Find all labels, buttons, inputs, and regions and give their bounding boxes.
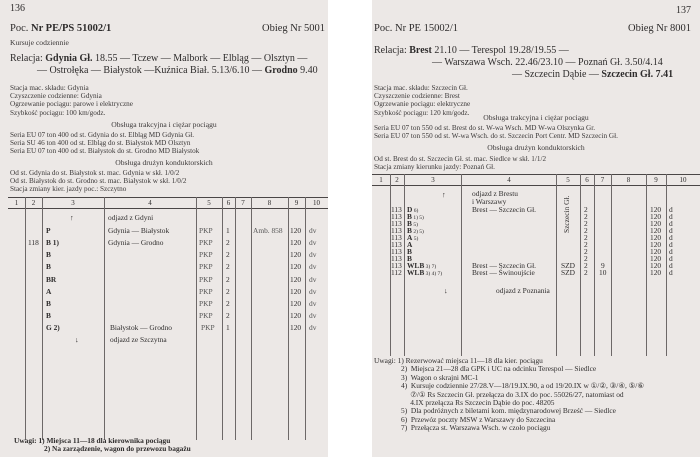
speed-cell: 120 — [650, 212, 662, 221]
note-ref: 3) 4) 7) — [424, 271, 443, 277]
train-number — [10, 23, 111, 34]
crew-title: Obsługa drużyn konduktorskich — [487, 143, 585, 152]
route-cell: Brest — Świnoujście — [472, 268, 535, 277]
column-divider — [556, 174, 557, 356]
car-class-cell: WLB — [407, 261, 425, 270]
brake-cell: d — [669, 219, 673, 228]
class-cell: 2 — [584, 233, 588, 242]
speed-cell: 120 — [290, 287, 302, 296]
circulation-number: Obieg Nr 8001 — [628, 23, 691, 34]
crew-line: Od st. Brest do st. Szczecin Gł. st. mac. Siedlce w skł. 1/1/2 — [374, 155, 547, 163]
crew-line: Stacja zmiany kierunku jazdy: Poznań Gł. — [374, 163, 495, 172]
traction-list — [10, 131, 199, 156]
remarks-cell: Amb. 858 — [253, 226, 283, 235]
sequence-cell: 113 — [391, 233, 402, 242]
class-cell: 1 — [226, 323, 230, 332]
class-cell: 2 — [584, 219, 588, 228]
col-header: 4 — [148, 199, 152, 207]
route-cell: odjazd ze Szczytna — [110, 335, 167, 344]
column-divider — [580, 174, 581, 356]
info-line: Szybkość pociągu: 120 km/godz. — [374, 108, 470, 117]
class-cell: 2 — [584, 247, 588, 256]
brake-cell: dv — [309, 250, 317, 259]
traction-title: Obsługa trakcyjna i ciężar pociągu — [111, 120, 217, 129]
owner-cell: PKP — [199, 275, 213, 284]
column-divider — [305, 197, 306, 440]
traction-line: Seria SU 46 ton 400 od st. Elbląg do st. Białystok MD Olsztyn — [10, 139, 191, 148]
speed-cell: 120 — [290, 226, 302, 235]
info-line: Stacja mac. składu: Gdynia — [10, 84, 89, 92]
route-cell: Brest — Szczecin Gł. — [472, 205, 537, 214]
car-class-cell: P — [46, 226, 51, 235]
train-number-value: Nr PE/PS 51002/1 — [31, 23, 112, 34]
class-cell: 2 — [226, 262, 230, 271]
train-info — [374, 84, 470, 117]
sequence-cell: 113 — [391, 254, 402, 263]
train-info — [10, 84, 133, 117]
brake-cell: d — [669, 240, 673, 249]
route-cell: i Warszawy — [472, 197, 507, 206]
col-header: 7 — [600, 176, 605, 184]
class-cell: 2 — [226, 311, 230, 320]
note-item: 6) Przewóz poczty MSW z Warszawy do Szczecina — [401, 414, 556, 424]
owner-cell: PKP — [199, 299, 213, 308]
class-cell: 2 — [226, 238, 230, 247]
column-divider — [222, 197, 223, 440]
relation-line-2: — Warszawa Wsch. 22.46/23.10 — Poznań Gł. 3.50/4.14 — [432, 57, 663, 68]
crew-list — [374, 155, 546, 171]
route-cell: Białystok — Grodno — [110, 323, 172, 332]
speed-cell: 120 — [290, 275, 302, 284]
col-header: 3 — [71, 199, 75, 207]
owner-vertical-label: Szczecin Gł. — [562, 195, 571, 233]
crew-list — [10, 169, 187, 194]
traction-list — [374, 124, 618, 140]
notes — [14, 437, 191, 454]
speed-cell: 120 — [650, 261, 662, 270]
owner-cell: PKP — [199, 287, 213, 296]
relation-label: Relacja: — [10, 53, 43, 64]
owner-cell: SZD — [561, 261, 575, 270]
brake-cell: dv — [309, 323, 317, 332]
car-class-cell: B — [46, 299, 51, 308]
route-cell: Gdynia — Grodno — [108, 238, 164, 247]
class-cell: 1 — [226, 226, 230, 235]
col-header: 4 — [507, 176, 511, 184]
speed-cell: 120 — [650, 268, 662, 277]
class-cell: 2 — [226, 299, 230, 308]
relation-route-3: — Szczecin Dąbie — — [512, 69, 602, 80]
column-divider — [461, 174, 462, 356]
car-class-cell: B — [46, 250, 51, 259]
notes-label: Uwagi: — [14, 436, 37, 445]
relation — [10, 53, 318, 77]
page-number: 136 — [10, 3, 25, 14]
relation-line-2 — [10, 65, 318, 77]
col-header: 2 — [31, 199, 36, 207]
speed-cell: 120 — [290, 250, 302, 259]
brake-cell: dv — [309, 262, 317, 271]
relation-route-2: — Ostrołęka — Białystok —Kuźnica Biał. 5.13/6.10 — — [37, 65, 265, 76]
info-line: Czyszczenie codzienne: Brest — [374, 92, 460, 101]
speed-cell: 120 — [650, 254, 662, 263]
col-header: 9 — [654, 176, 658, 184]
note-ref: 5) — [411, 222, 418, 228]
runs-schedule: Kursuje codziennie — [10, 38, 69, 47]
arrow-down-icon: ↓ — [75, 335, 79, 344]
brake-cell: d — [669, 247, 673, 256]
arrow-up-icon: ↑ — [70, 213, 74, 222]
note-item: 1) Miejsca 11—18 dla kierownika pociągu — [38, 436, 171, 445]
crew-line: Od st. Białystok do st. Grodno st. mac. Białystok w skł. 1/0/2 — [10, 177, 187, 186]
class-cell: 2 — [226, 250, 230, 259]
col-header: 10 — [313, 199, 320, 207]
table-header — [8, 197, 328, 209]
brake-cell: dv — [309, 287, 317, 296]
col-header: 1 — [14, 199, 19, 207]
class-cell: 2 — [226, 287, 230, 296]
brake-cell: dv — [309, 299, 317, 308]
relation-destination: Szczecin Gł. 7.41 — [601, 69, 674, 80]
note-ref: 2) 5) — [411, 229, 424, 235]
note-item: 4.IX przełącza Rs Szczecin Dąbie do poc. 48205 — [401, 398, 555, 408]
relation — [374, 45, 673, 81]
train-number — [374, 23, 458, 34]
class-cell: 2 — [584, 212, 588, 221]
column-divider — [235, 197, 236, 440]
speed-cell: 120 — [290, 262, 302, 271]
note-item: 5) Dla podróżnych z biletami kom. międzynarodowej Brześć — Siedlce — [401, 406, 616, 416]
sequence-cell: 113 — [391, 261, 402, 270]
sequence-cell: 113 — [391, 219, 402, 228]
class-cell: 2 — [584, 226, 588, 235]
brake-cell: dv — [309, 311, 317, 320]
owner-cell: PKP — [199, 250, 213, 259]
speed-cell: 120 — [650, 205, 662, 214]
car-class-cell: B — [46, 262, 51, 271]
column-divider — [196, 197, 197, 440]
page-number: 137 — [676, 5, 691, 16]
col-header: 8 — [626, 176, 631, 184]
car-class-cell: B — [407, 254, 412, 263]
sequence-cell: 112 — [391, 268, 402, 277]
info-line: Ogrzewanie pociągu: elektryczne — [374, 100, 471, 109]
note-item: 2) Miejsca 21—28 dla GPK i UC na odcinku Terespol — Siedlce — [401, 364, 597, 374]
owner-cell: PKP — [199, 226, 213, 235]
brake-cell: d — [669, 268, 673, 277]
class-cell: 2 — [226, 275, 230, 284]
relation-origin: Gdynia Gł. — [45, 53, 93, 64]
car-class-cell: B — [407, 226, 412, 235]
note-ref: 3) 7) — [424, 264, 437, 270]
car-class-cell: A — [407, 233, 413, 242]
crew-title: Obsługa drużyn konduktorskich — [115, 158, 213, 167]
circulation-number: Obieg Nr 5001 — [262, 23, 325, 34]
column-divider — [594, 174, 595, 356]
col-header: 5 — [207, 199, 211, 207]
owner-cell: PKP — [199, 311, 213, 320]
sequence-cell: 113 — [391, 247, 402, 256]
crew-line: Od st. Gdynia do st. Białystok st. mac. Gdynia w skł. 1/0/2 — [10, 169, 180, 177]
note-item: 7) Przełącza st. Warszawa Wsch. w czoło pociągu — [401, 423, 551, 433]
route-cell: odjazd z Gdyni — [108, 213, 154, 222]
relation-line-1 — [374, 45, 673, 57]
car-number-cell: 10 — [599, 268, 607, 277]
column-divider — [404, 174, 405, 356]
note-ref: 5) — [412, 236, 419, 242]
relation-route-1: 18.55 — Tczew — Malbork — Elbląg — Olsztyn — — [92, 53, 308, 64]
relation-line-1 — [10, 53, 318, 65]
notes — [374, 357, 644, 433]
train-number-value: Nr PE 15002/1 — [395, 23, 458, 34]
brake-cell: d — [669, 212, 673, 221]
relation-arrival: 9.40 — [297, 65, 318, 76]
traction-line: Seria EU 07 ton 400 od st. Białystok do st. Grodno MD Białystok — [10, 147, 200, 156]
relation-destination: Grodno — [264, 65, 298, 76]
traction-line: Seria EU 07 ton 550 od st. Brest do st. W-wa Wsch. MD W-wa Olszynka Gr. — [374, 124, 595, 132]
speed-cell: 120 — [290, 238, 302, 247]
route-cell: Gdynia — Białystok — [108, 226, 170, 235]
class-cell: 2 — [584, 240, 588, 249]
car-number-cell: 9 — [601, 261, 605, 270]
column-divider — [646, 174, 647, 356]
relation-label: Relacja: — [374, 45, 407, 56]
column-divider — [251, 197, 252, 440]
info-line: Szybkość pociągu: 100 km/godz. — [10, 108, 106, 117]
brake-cell: dv — [309, 226, 317, 235]
car-class-cell: B 1) — [46, 238, 59, 247]
speed-cell: 120 — [290, 323, 302, 332]
speed-cell: 120 — [650, 247, 662, 256]
brake-cell: d — [669, 233, 673, 242]
class-cell: 2 — [584, 254, 588, 263]
car-class-cell: A — [407, 240, 413, 249]
class-cell: 2 — [584, 261, 588, 270]
left-page — [0, 0, 328, 457]
col-header: 3 — [431, 176, 435, 184]
note-text: 1) Rezerwować miejsca 11—18 dla kier. pociągu — [397, 356, 543, 365]
sequence-cell: 113 — [391, 226, 402, 235]
sequence-cell: 113 — [391, 205, 402, 214]
traction-line: Seria EU 07 ton 400 od st. Gdynia do st. Elbląg MD Gdynia Gł. — [10, 131, 195, 139]
col-header: 2 — [395, 176, 399, 184]
train-prefix: Poc. — [374, 23, 393, 34]
col-header: 6 — [226, 199, 231, 207]
relation-route-1: 21.10 — Terespol 19.28/19.55 — — [431, 45, 569, 56]
brake-cell: dv — [309, 238, 317, 247]
car-class-cell: WLB — [407, 268, 425, 277]
car-class-cell: B — [407, 212, 412, 221]
car-class-cell: D — [407, 205, 413, 214]
speed-cell: 120 — [290, 311, 302, 320]
owner-cell: PKP — [201, 323, 215, 332]
car-class-cell: B — [46, 311, 51, 320]
table-header — [372, 174, 700, 186]
traction-title: Obsługa trakcyjna i ciężar pociągu — [483, 113, 589, 122]
right-page — [372, 0, 700, 457]
column-divider — [104, 197, 105, 440]
owner-cell: SZD — [561, 268, 575, 277]
owner-cell: PKP — [199, 262, 213, 271]
sequence-cell: 118 — [28, 238, 39, 247]
brake-cell: d — [669, 254, 673, 263]
class-cell: 2 — [584, 268, 588, 277]
relation-line-3 — [374, 69, 673, 81]
notes-label: Uwagi: — [374, 356, 396, 365]
sequence-cell: 113 — [391, 240, 402, 249]
car-class-cell: B — [407, 219, 412, 228]
traction-line: Seria EU 07 ton 550 od st. W-wa Wsch. do st. Szczecin Port Centr. MD Szczecin Gł. — [374, 132, 618, 141]
brake-cell: d — [669, 261, 673, 270]
col-header: 1 — [379, 176, 383, 184]
note-ref: 6) — [412, 208, 419, 214]
sequence-cell: 113 — [391, 212, 402, 221]
note-item: 3) Wagon o skrajni MC-1 — [401, 372, 479, 382]
route-cell: odjazd z Poznania — [496, 286, 550, 295]
info-line: Ogrzewanie pociągu: parowe i elektryczne — [10, 100, 133, 109]
column-divider — [25, 197, 26, 440]
column-divider — [611, 174, 612, 356]
train-prefix: Poc. — [10, 23, 29, 34]
column-divider — [288, 197, 289, 440]
info-line: Stacja mac. składu: Szczecin Gł. — [374, 84, 468, 92]
col-header: 10 — [679, 176, 687, 184]
speed-cell: 120 — [650, 240, 662, 249]
column-divider — [666, 174, 667, 356]
arrow-down-icon: ↓ — [444, 286, 448, 295]
col-header: 8 — [267, 199, 272, 207]
route-cell: Brest — Szczecin Gł. — [472, 261, 537, 270]
relation-origin: Brest — [409, 45, 432, 56]
speed-cell: 120 — [290, 299, 302, 308]
col-header: 7 — [241, 199, 245, 207]
col-header: 6 — [585, 176, 589, 184]
crew-line: Stacja zmiany kier. jazdy poc.: Szczytno — [10, 185, 127, 194]
route-cell: odjazd z Brestu — [472, 189, 518, 198]
car-class-cell: G 2) — [46, 323, 60, 332]
note-ref: 1) 5) — [411, 215, 424, 221]
info-line: Czyszczenie codzienne: Gdynia — [10, 92, 102, 101]
note-item: 2) Na zarządzenie, wagon do przewozu bagażu — [44, 444, 191, 454]
col-header: 5 — [566, 176, 570, 184]
car-class-cell: A — [46, 287, 52, 296]
car-class-cell: BR — [46, 275, 57, 284]
speed-cell: 120 — [650, 226, 662, 235]
car-class-cell: B — [407, 247, 412, 256]
brake-cell: dv — [309, 275, 317, 284]
note-item: 4) Kursuje codziennie 27/28.V—18/19.IX.90, a od 19/20.IX w ①/②, ③/④, ⑤/⑥ — [401, 381, 644, 391]
owner-cell: PKP — [199, 238, 213, 247]
brake-cell: d — [669, 226, 673, 235]
speed-cell: 120 — [650, 219, 662, 228]
class-cell: 2 — [584, 205, 588, 214]
speed-cell: 120 — [650, 233, 662, 242]
arrow-up-icon: ↑ — [442, 190, 446, 199]
column-divider — [42, 197, 43, 440]
brake-cell: d — [669, 205, 673, 214]
col-header: 9 — [294, 199, 299, 207]
note-item: ⑦/① Rs Szczecin Gł. przełącza do 3.IX do poc. 55026/27, natomiast od — [401, 389, 624, 399]
